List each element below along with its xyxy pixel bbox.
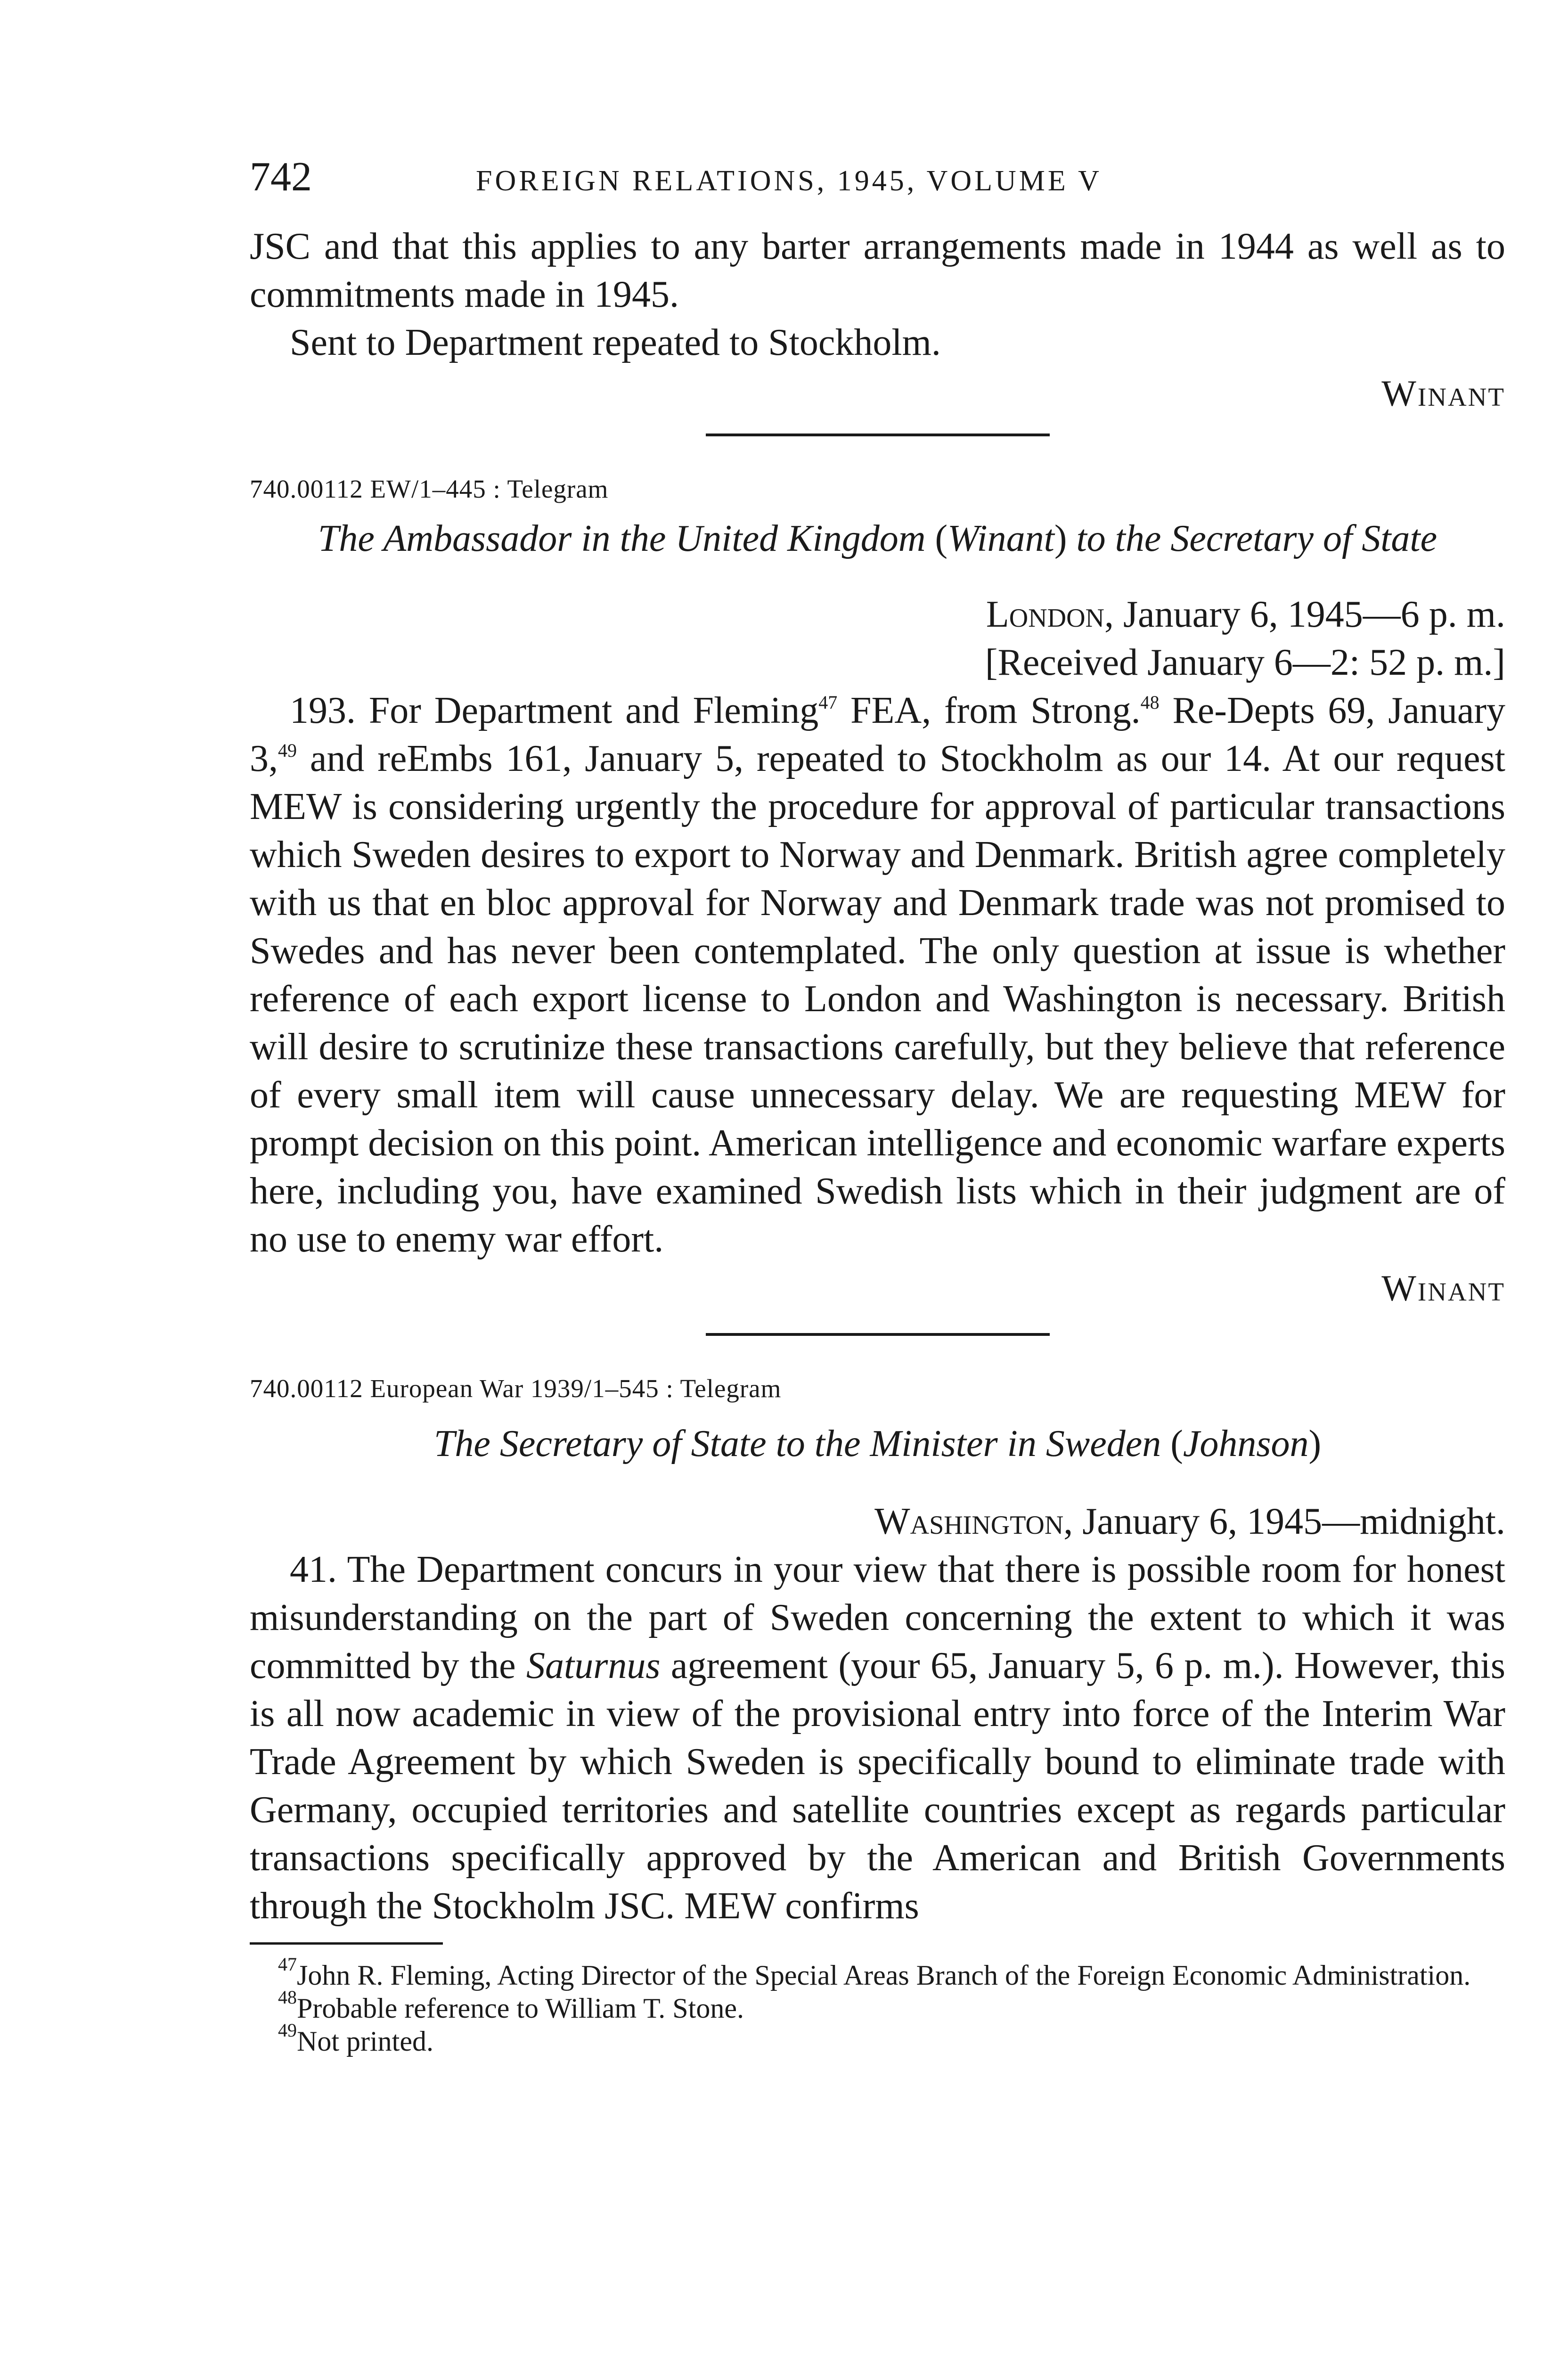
- doc1-body-text-3: Re-Depts 69, January 3,: [250, 690, 1505, 779]
- signature-winant-2: Winant: [1381, 1268, 1505, 1309]
- doc1-heading: The Ambassador in the United Kingdom (Winant) to the Secretary of State: [318, 518, 1437, 559]
- footnote-47: [250, 1954, 1505, 1992]
- doc2-body-italic: Saturnus: [526, 1645, 661, 1686]
- document-page: [250, 153, 1505, 2058]
- doc1-dateline: [250, 590, 1505, 638]
- footnote-ref-48: 48: [1140, 692, 1160, 713]
- doc1-body-text-1: 193. For Department and Fleming: [290, 690, 819, 731]
- doc2-body-text-2: agreement (your 65, January 5, 6 p. m.). However, this is all now academic in view of the provisional entry into force of the Interim War Trade Agreement by which Sweden is specifically bound to eliminate trade with Germany, occupied territories and satellite countries except as regards particular transactions specifically approved by the American and British Governments through the Stockholm JSC. MEW confirms: [250, 1645, 1505, 1927]
- footnote-text-49: Not printed.: [297, 2026, 433, 2057]
- footnote-ref-49: 49: [278, 740, 297, 761]
- continuation-paragraph: JSC and that this applies to any barter arrangements made in 1944 as well as to commitments made in 1945.: [250, 226, 1505, 315]
- doc2-body: [250, 1546, 1505, 1930]
- doc2-dateline: [250, 1497, 1505, 1546]
- doc2-dateline-place: Washington: [874, 1501, 1064, 1542]
- doc1-body-text-2: FEA, from Strong.: [837, 690, 1141, 731]
- doc2-dateline-date: , January 6, 1945—midnight.: [1063, 1501, 1505, 1542]
- doc1-dateline-place: London: [986, 594, 1104, 635]
- doc1-heading-part1: The Ambassador in the United Kingdom: [318, 518, 926, 559]
- section-divider-2: [706, 1333, 1050, 1336]
- page-number: 742: [250, 154, 312, 200]
- doc2-heading: The Secretary of State to the Minister in Sweden (Johnson): [433, 1423, 1322, 1464]
- doc1-body-text-4: and reEmbs 161, January 5, repeated to Stockholm as our 14. At our request MEW is considering urgently the procedure for approval of particular transactions which Sweden desires to export to Norway and Denmark. British agree completely with us that en bloc approval for Norway and Denmark trade was not promised to Swedes and has never been contemplated. The only question at issue is whether reference of each export license to London and Washington is necessary. British will desire to scrutinize these transactions carefully, but they believe that reference of every small item will cause unnecessary delay. We are requesting MEW for prompt decision on this point. American intelligence and economic warfare experts here, including you, have examined Swedish lists which in their judgment are of no use to enemy war effort.: [250, 738, 1505, 1260]
- footnotes: [250, 1954, 1505, 2058]
- footnote-mark-47: 47: [278, 1954, 297, 1975]
- section-divider-1: [706, 434, 1050, 436]
- footnote-49: [250, 2020, 1505, 2058]
- footnote-48: [250, 1987, 1505, 2025]
- doc1-file-number: 740.00112 EW/1–445 : Telegram: [250, 474, 609, 503]
- doc2-body-text-1: 41. The Department concurs in your view that there is possible room for honest misunderstanding on the part of Sweden concerning the extent to which it was committed by the: [250, 1549, 1505, 1686]
- footnote-mark-48: 48: [278, 1987, 297, 2008]
- doc2-heading-part1: The Secretary of State to the Minister in Sweden: [433, 1423, 1161, 1464]
- doc1-heading-part2: to the Secretary of State: [1076, 518, 1437, 559]
- footnote-text-48: Probable reference to William T. Stone.: [297, 1993, 744, 2024]
- running-title: FOREIGN RELATIONS, 1945, VOLUME V: [476, 165, 1102, 197]
- doc1-heading-paren: Winant: [947, 518, 1054, 559]
- footnote-divider: [250, 1942, 443, 1945]
- doc2-heading-paren: Johnson: [1183, 1423, 1309, 1464]
- signature-winant-1: Winant: [1381, 373, 1505, 414]
- footnote-text-47: John R. Fleming, Acting Director of the Special Areas Branch of the Foreign Economic Administration.: [297, 1960, 1471, 1991]
- doc2-file-number: 740.00112 European War 1939/1–545 : Telegram: [250, 1374, 782, 1403]
- doc1-received: [Received January 6—2: 52 p. m.]: [985, 642, 1505, 683]
- page-header: [250, 153, 1505, 201]
- footnote-mark-49: 49: [278, 2020, 297, 2041]
- footnote-ref-47: 47: [818, 692, 838, 713]
- doc1-body: [250, 687, 1505, 1263]
- doc1-dateline-date: , January 6, 1945—6 p. m.: [1104, 594, 1505, 635]
- continuation-sent-line: Sent to Department repeated to Stockholm.: [290, 322, 941, 363]
